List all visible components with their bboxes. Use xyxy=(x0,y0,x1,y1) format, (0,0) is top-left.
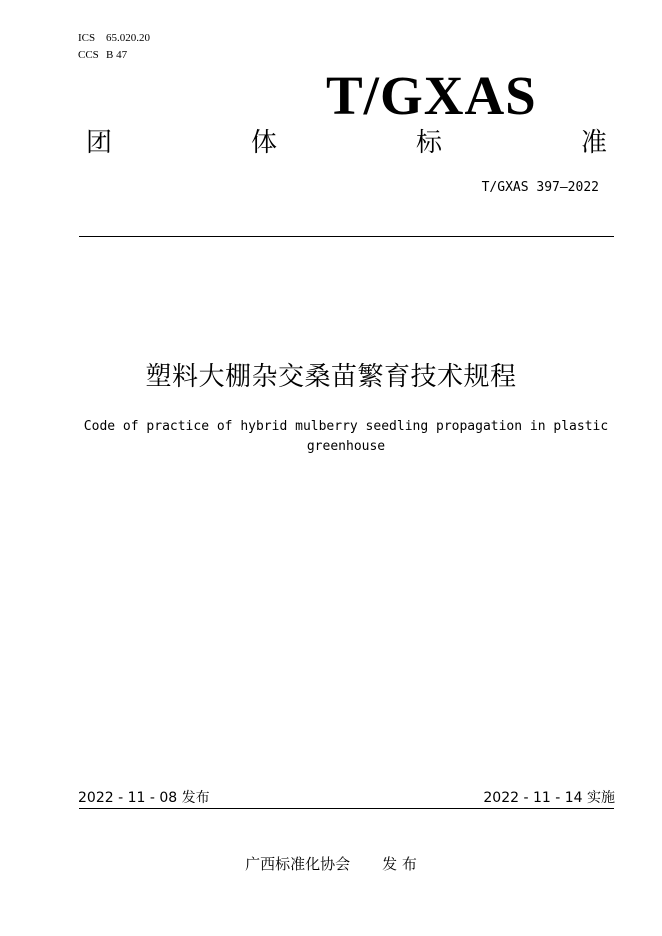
standard-code: T/GXAS 397—2022 xyxy=(481,180,599,195)
title-en-line: Code of practice of hybrid mulberry seedling propagation in plastic xyxy=(83,419,609,434)
top-divider xyxy=(79,236,614,237)
standard-type-char: 团 xyxy=(86,128,113,158)
ccs-label: CCS xyxy=(78,49,99,61)
ccs-code: B 47 xyxy=(106,49,128,61)
standard-type-char: 准 xyxy=(581,128,608,158)
bottom-divider xyxy=(79,808,614,809)
standard-type-char: 标 xyxy=(416,128,443,158)
organization-mark: T/GXAS xyxy=(326,65,537,126)
document-title-zh: 塑料大棚杂交桑苗繁育技术规程 xyxy=(145,362,517,392)
ics-code: 65.020.20 xyxy=(106,32,150,44)
standard-type-char: 体 xyxy=(251,128,278,158)
publisher-action: 发 布 xyxy=(382,855,417,873)
implementation-date: 2022 - 11 - 14 实施 xyxy=(483,790,615,806)
release-date: 2022 - 11 - 08 发布 xyxy=(78,790,210,806)
title-en-line: greenhouse xyxy=(306,439,386,454)
publisher-name: 广西标准化协会 xyxy=(245,855,351,873)
document-title-en xyxy=(80,417,612,457)
publisher xyxy=(0,855,662,873)
ics-line xyxy=(78,32,150,45)
ics-label: ICS xyxy=(78,32,96,44)
ccs-line xyxy=(78,49,127,62)
